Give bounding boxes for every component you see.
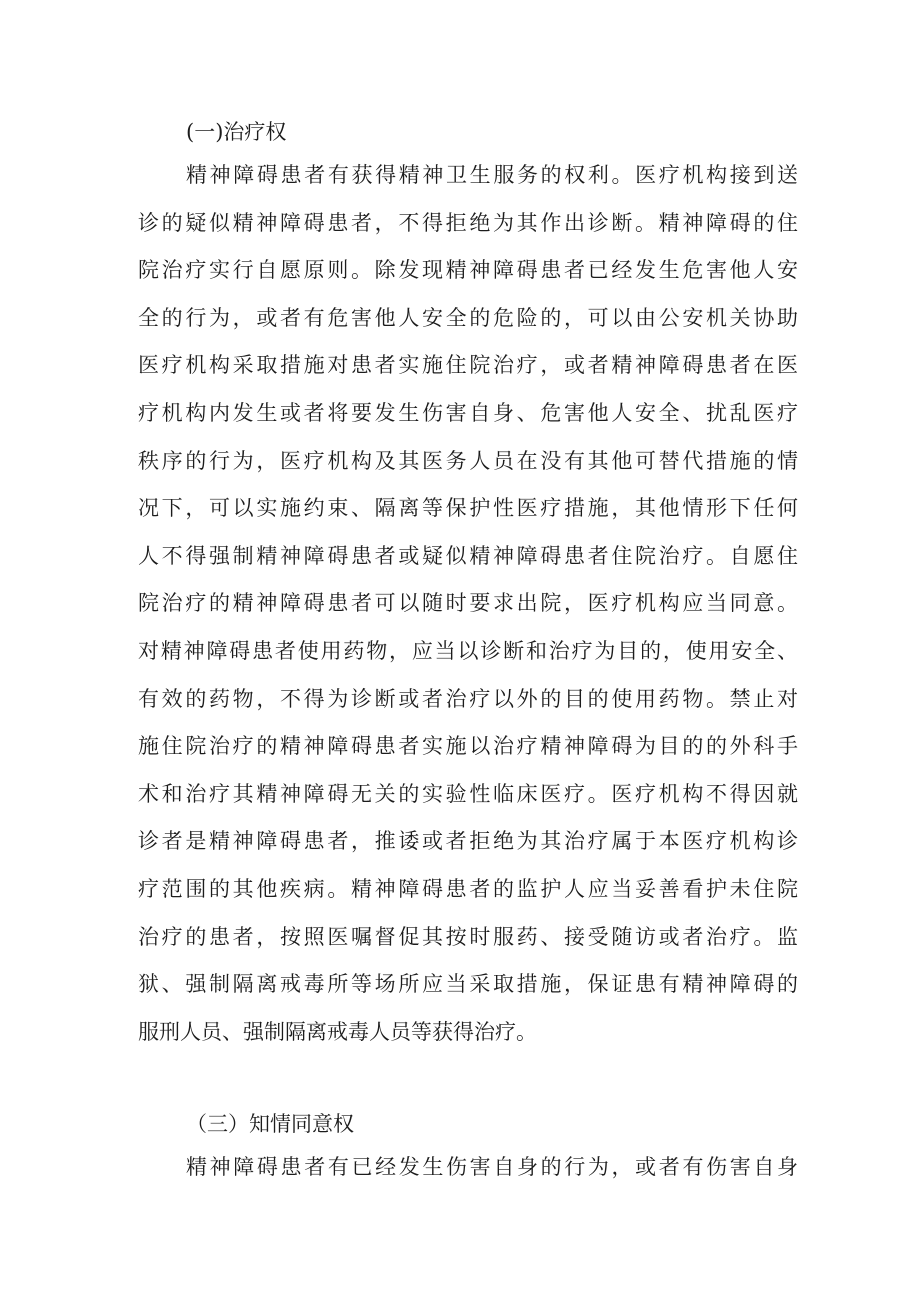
- paragraph-line: 有效的药物，不得为诊断或者治疗以外的目的使用药物。禁止对: [138, 686, 798, 711]
- paragraph-line: 院治疗的精神障碍患者可以随时要求出院，医疗机构应当同意。: [138, 591, 798, 616]
- paragraph-line: 院治疗实行自愿原则。除发现精神障碍患者已经发生危害他人安: [138, 258, 798, 283]
- paragraph-line: 疗范围的其他疾病。精神障碍患者的监护人应当妥善看护未住院: [138, 876, 798, 901]
- paragraph-treatment-right: [138, 160, 798, 1064]
- paragraph-line: 医疗机构采取措施对患者实施住院治疗，或者精神障碍患者在医: [138, 353, 798, 378]
- paragraph-line: 全的行为，或者有危害他人安全的危险的，可以由公安机关协助: [138, 305, 798, 330]
- paragraph-line: 人不得强制精神障碍患者或疑似精神障碍患者住院治疗。自愿住: [138, 543, 798, 568]
- paragraph-informed-consent: [138, 1152, 798, 1200]
- paragraph-line: 疗机构内发生或者将要发生伤害自身、危害他人安全、扰乱医疗: [138, 400, 798, 425]
- paragraph-line: 狱、强制隔离戒毒所等场所应当采取措施，保证患有精神障碍的: [138, 972, 798, 997]
- section-heading-treatment-right: (一)治疗权: [186, 120, 287, 144]
- paragraph-line: 对精神障碍患者使用药物，应当以诊断和治疗为目的，使用安全、: [138, 638, 798, 663]
- paragraph-line: 秩序的行为，医疗机构及其医务人员在没有其他可替代措施的情: [138, 448, 798, 473]
- paragraph-line: 服刑人员、强制隔离戒毒人员等获得治疗。: [138, 1019, 537, 1044]
- paragraph-line: 诊的疑似精神障碍患者，不得拒绝为其作出诊断。精神障碍的住: [138, 210, 798, 235]
- paragraph-line: 况下，可以实施约束、隔离等保护性医疗措施，其他情形下任何: [138, 496, 798, 521]
- paragraph-line: 精神障碍患者有获得精神卫生服务的权利。医疗机构接到送: [186, 163, 798, 187]
- paragraph-line: 术和治疗其精神障碍无关的实验性临床医疗。医疗机构不得因就: [138, 781, 798, 806]
- paragraph-line: 精神障碍患者有已经发生伤害自身的行为，或者有伤害自身: [186, 1155, 798, 1179]
- paragraph-line: 诊者是精神障碍患者，推诿或者拒绝为其治疗属于本医疗机构诊: [138, 829, 798, 854]
- section-heading-informed-consent: （三）知情同意权: [186, 1112, 354, 1136]
- paragraph-line: 治疗的患者，按照医嘱督促其按时服药、接受随访或者治疗。监: [138, 924, 798, 949]
- paragraph-line: 施住院治疗的精神障碍患者实施以治疗精神障碍为目的的外科手: [138, 734, 798, 759]
